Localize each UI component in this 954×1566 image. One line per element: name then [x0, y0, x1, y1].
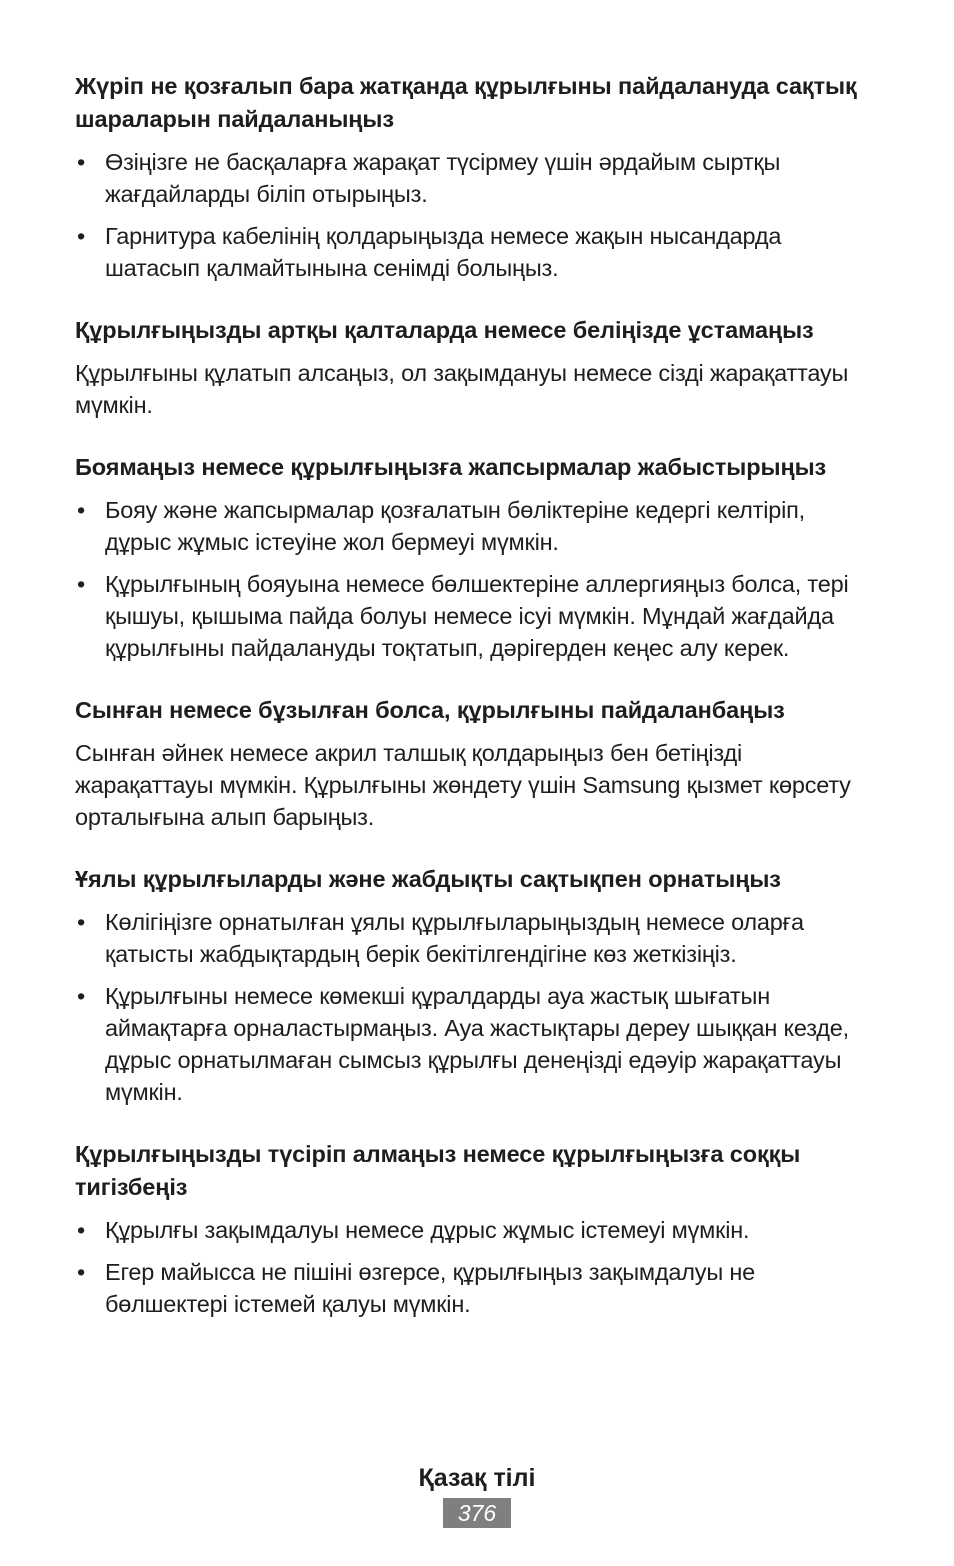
- list-item-text: Өзіңізге не басқаларға жарақат түсірмеу үшін әрдайым сыртқы жағдайларды біліп отырыңыз.: [105, 149, 781, 207]
- bullet-dot: •: [77, 149, 86, 175]
- section-paragraph: Сынған әйнек немесе акрил талшық қолдарыңыз бен бетіңізді жарақаттауы мүмкін. Құрылғыны жөндету үшін Samsung қызмет көрсету орталығына алып барыңыз.: [75, 740, 851, 830]
- section-paint-stickers: [75, 451, 875, 664]
- bullet-dot: •: [77, 497, 86, 523]
- section-paragraph: Құрылғыны құлатып алсаңыз, ол зақымдануы немесе сізді жарақаттауы мүмкін.: [75, 360, 849, 418]
- section-heading: Сынған немесе бұзылған болса, құрылғыны пайдаланбаңыз: [75, 697, 785, 723]
- bullet-dot: •: [77, 909, 86, 935]
- section-heading: Ұялы құрылғыларды және жабдықты сақтықпен орнатыңыз: [75, 866, 781, 892]
- bullet-dot: •: [77, 983, 86, 1009]
- bullet-dot: •: [77, 1259, 86, 1285]
- page-footer: [0, 1462, 954, 1528]
- page-number: 376: [443, 1498, 511, 1528]
- bullet-list: [75, 1214, 875, 1320]
- list-item-text: Құрылғының бояуына немесе бөлшектеріне аллергияңыз болса, тері қышуы, қышыма пайда болуы немесе ісуі мүмкін. Мұндай жағдайда құрылғыны пайдалануды тоқтатып, дәрігерден кеңес алу керек.: [105, 571, 849, 661]
- list-item: [75, 220, 875, 284]
- list-item: [75, 1214, 875, 1246]
- page-content: [75, 70, 875, 1320]
- list-item: [75, 146, 875, 210]
- list-item: [75, 906, 875, 970]
- bullet-list: [75, 146, 875, 284]
- list-item: [75, 568, 875, 664]
- section-drop-impact: [75, 1138, 875, 1320]
- bullet-dot: •: [77, 223, 86, 249]
- section-pocket-safety: [75, 314, 875, 421]
- footer-language: Қазақ тілі: [418, 1464, 536, 1492]
- list-item: [75, 980, 875, 1108]
- section-heading: Жүріп не қозғалып бара жатқанда құрылғыны пайдалануда сақтық шараларын пайдаланыңыз: [75, 73, 857, 132]
- bullet-dot: •: [77, 571, 86, 597]
- section-broken-device: [75, 694, 875, 833]
- list-item-text: Бояу және жапсырмалар қозғалатын бөліктеріне кедергі келтіріп, дұрыс жұмыс істеуіне жол бермеуі мүмкін.: [105, 497, 806, 555]
- section-heading: Құрылғыңызды артқы қалталарда немесе беліңізде ұстамаңыз: [75, 317, 814, 343]
- bullet-list: [75, 494, 875, 664]
- list-item-text: Құрылғыны немесе көмекші құралдарды ауа жастық шығатын аймақтарға орналастырмаңыз. Ауа жастықтары дереу шыққан кезде, дұрыс орнатылмаған сымсыз құрылғы денеңізді едәуір жарақаттауы мүмкін.: [105, 983, 849, 1105]
- section-mobile-install: [75, 863, 875, 1108]
- list-item: [75, 494, 875, 558]
- bullet-list: [75, 906, 875, 1108]
- list-item-text: Гарнитура кабелінің қолдарыңызда немесе жақын нысандарда шатасып қалмайтынына сенімді болыңыз.: [105, 223, 782, 281]
- bullet-dot: •: [77, 1217, 86, 1243]
- list-item: [75, 1256, 875, 1320]
- list-item-text: Егер майысса не пішіні өзгерсе, құрылғыңыз зақымдалуы не бөлшектері істемей қалуы мүмкін.: [105, 1259, 756, 1317]
- section-heading: Боямаңыз немесе құрылғыңызға жапсырмалар жабыстырыңыз: [75, 454, 827, 480]
- list-item-text: Құрылғы зақымдалуы немесе дұрыс жұмыс істемеуі мүмкін.: [105, 1217, 750, 1243]
- section-heading: Құрылғыңызды түсіріп алмаңыз немесе құрылғыңызға соққы тигізбеңіз: [75, 1141, 801, 1200]
- list-item-text: Көлігіңізге орнатылған ұялы құрылғыларыңыздың немесе оларға қатысты жабдықтардың берік бекітілгендігіне көз жеткізіңіз.: [105, 909, 804, 967]
- section-walking-safety: [75, 70, 875, 284]
